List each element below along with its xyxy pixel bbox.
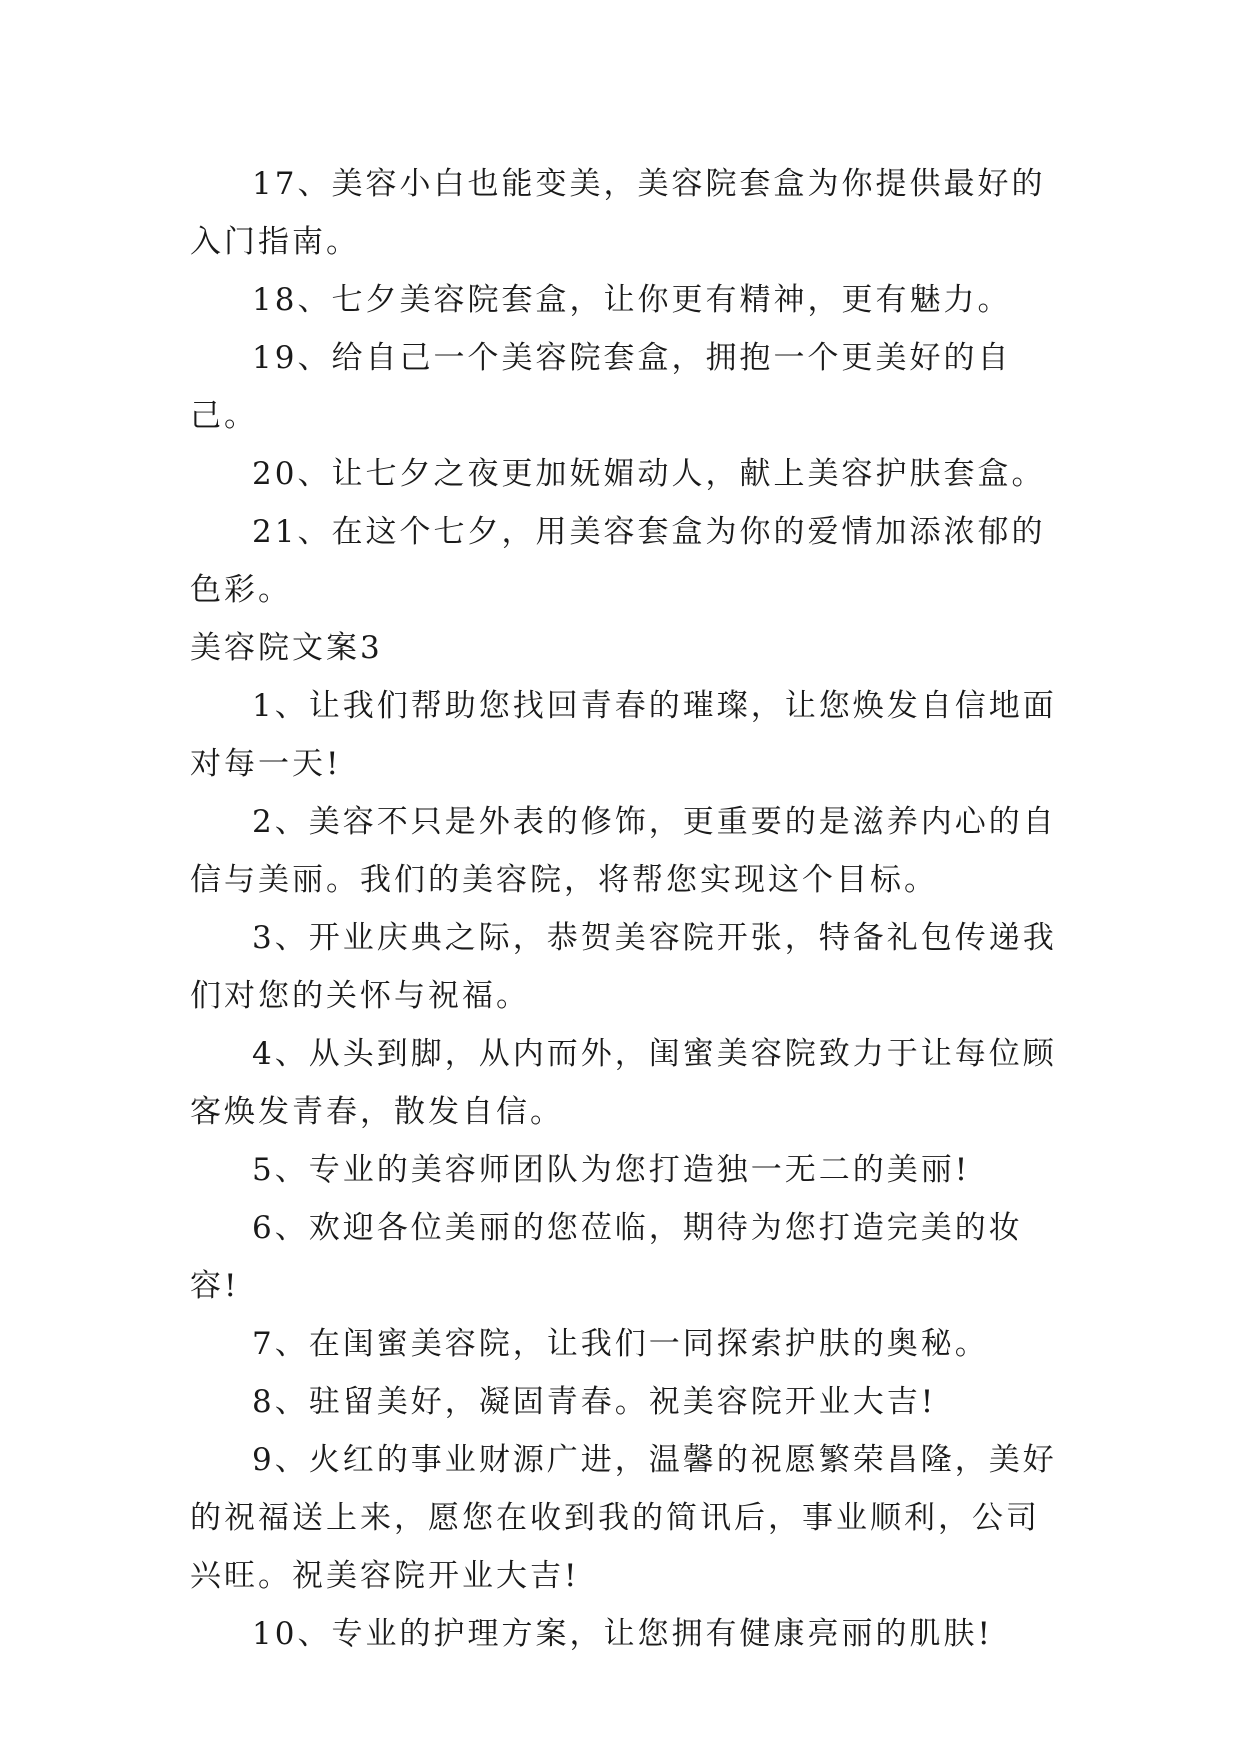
paragraph-1: 1、让我们帮助您找回青春的璀璨，让您焕发自信地面对每一天! [190, 688, 1057, 782]
paragraph-10: 10、专业的护理方案，让您拥有健康亮丽的肌肤! [252, 1616, 993, 1652]
paragraph-9: 9、火红的事业财源广进，温馨的祝愿繁荣昌隆，美好的祝福送上来，愿您在收到我的简讯后，事业顺利，公司兴旺。祝美容院开业大吉! [190, 1442, 1057, 1594]
paragraph-2: 2、美容不只是外表的修饰，更重要的是滋养内心的自信与美丽。我们的美容院，将帮您实现这个目标。 [190, 804, 1057, 898]
paragraph-6: 6、欢迎各位美丽的您莅临，期待为您打造完美的妆容! [190, 1210, 1023, 1304]
paragraph-21: 21、在这个七夕，用美容套盒为你的爱情加添浓郁的色彩。 [190, 514, 1046, 608]
paragraph-19: 19、给自己一个美容院套盒，拥抱一个更美好的自己。 [190, 340, 1012, 434]
paragraph-20: 20、让七夕之夜更加妩媚动人，献上美容护肤套盒。 [252, 456, 1046, 492]
section-heading: 美容院文案3 [190, 630, 383, 666]
paragraph-3: 3、开业庆典之际，恭贺美容院开张，特备礼包传递我们对您的关怀与祝福。 [190, 920, 1057, 1014]
paragraph-7: 7、在闺蜜美容院，让我们一同探索护肤的奥秘。 [252, 1326, 989, 1362]
paragraph-4: 4、从头到脚，从内而外，闺蜜美容院致力于让每位顾客焕发青春，散发自信。 [190, 1036, 1057, 1130]
paragraph-8: 8、驻留美好，凝固青春。祝美容院开业大吉! [252, 1384, 937, 1420]
paragraph-18: 18、七夕美容院套盒，让你更有精神，更有魅力。 [252, 282, 1012, 318]
document-body [190, 155, 1060, 1663]
paragraph-17: 17、美容小白也能变美，美容院套盒为你提供最好的入门指南。 [190, 166, 1046, 260]
paragraph-5: 5、专业的美容师团队为您打造独一无二的美丽! [252, 1152, 971, 1188]
